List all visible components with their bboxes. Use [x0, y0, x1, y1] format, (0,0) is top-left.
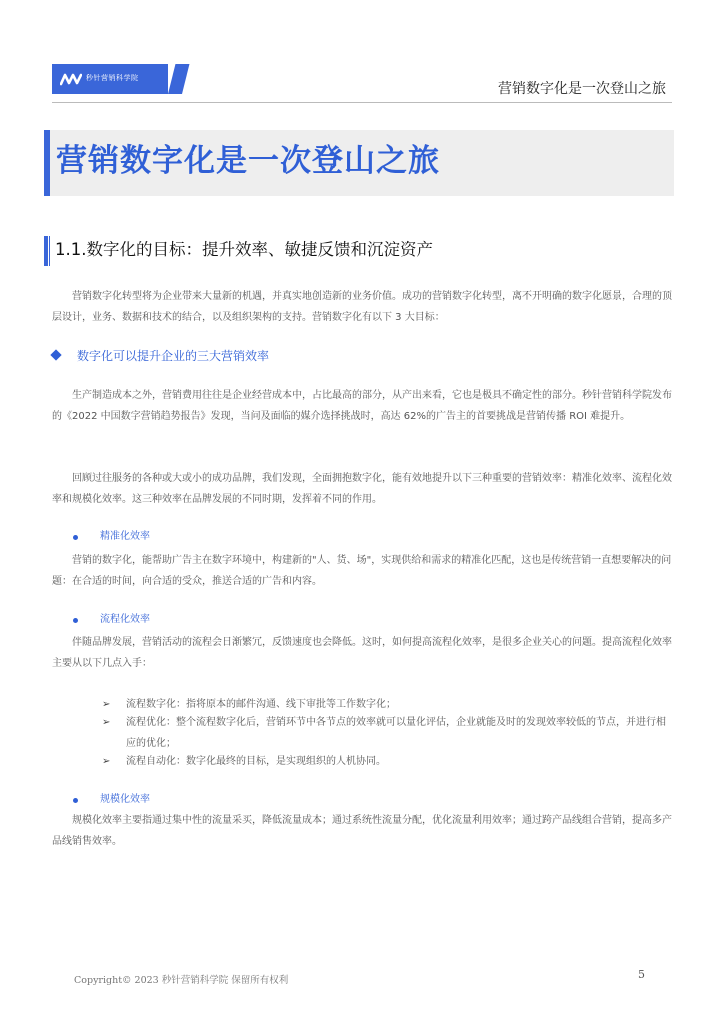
body-paragraph-1: 生产制造成本之外，营销费用往往是企业经营成本中，占比最高的部分，从产出来看，它也是极具不确定性的部分。秒针营销科学院发布的《2022 中国数字营销趋势报告》发现，当问及面临的媒介选择挑战时，高达 62%的广告主的首要挑战是营销传播 ROI 难提升。	[52, 390, 672, 422]
bullet-dot-icon	[73, 798, 78, 803]
subsection-heading: 数字化可以提升企业的三大营销效率	[77, 349, 270, 363]
running-title: 营销数字化是一次登山之旅	[498, 81, 666, 97]
page-number: 5	[638, 968, 645, 981]
logo-icon	[60, 71, 82, 87]
page-title: 营销数字化是一次登山之旅	[56, 143, 440, 179]
title-accent-bar	[44, 130, 50, 196]
logo-text: 秒针营销科学院	[86, 74, 139, 82]
header-divider	[52, 102, 672, 103]
diamond-bullet-icon	[50, 349, 61, 360]
list-item: 流程自动化：数字化最终的目标，是实现组织的人机协同。	[126, 756, 386, 767]
logo-banner	[52, 64, 168, 94]
arrow-bullet-icon: ➢	[102, 699, 111, 710]
arrow-bullet-icon: ➢	[102, 717, 111, 728]
intro-paragraph: 营销数字化转型将为企业带来大量新的机遇，并真实地创造新的业务价值。成功的营销数字化转型，离不开明确的数字化愿景，合理的顶层设计，业务、数据和技术的结合，以及组织架构的支持。营销数字化有以下 3 大目标：	[52, 291, 672, 323]
bullet-label-process: 流程化效率	[100, 614, 150, 625]
section-heading: 1.1.数字化的目标：提升效率、敏捷反馈和沉淀资产	[55, 240, 433, 259]
bullet-label-scale: 规模化效率	[100, 794, 150, 805]
arrow-bullet-icon: ➢	[102, 756, 111, 767]
body-paragraph-2: 回顾过往服务的各种或大或小的成功品牌，我们发现，全面拥抱数字化，能有效地提升以下三种重要的营销效率：精准化效率、流程化效率和规模化效率。这三种效率在品牌发展的不同时期，发挥着不同的作用。	[52, 473, 672, 505]
section-accent-bar	[44, 236, 48, 266]
bullet-dot-icon	[73, 535, 78, 540]
list-item: 流程优化：整个流程数字化后，营销环节中各节点的效率就可以量化评估，企业就能及时的发现效率较低的节点，并进行相应的优化；	[126, 717, 666, 749]
footer-copyright: Copyright© 2023 秒针营销科学院 保留所有权利	[74, 975, 289, 986]
section-accent-line	[49, 236, 50, 266]
logo-stripe	[168, 64, 189, 94]
bullet-text-process: 伴随品牌发展，营销活动的流程会日渐繁冗，反馈速度也会降低。这时，如何提高流程化效率，是很多企业关心的问题。提高流程化效率主要从以下几点入手：	[52, 637, 672, 669]
bullet-label-precision: 精准化效率	[100, 531, 150, 542]
bullet-dot-icon	[73, 618, 78, 623]
list-item: 流程数字化：指将原本的邮件沟通、线下审批等工作数字化；	[126, 699, 396, 710]
bullet-text-scale: 规模化效率主要指通过集中性的流量采买，降低流量成本；通过系统性流量分配，优化流量利用效率；通过跨产品线组合营销，提高多产品线销售效率。	[52, 815, 672, 847]
bullet-text-precision: 营销的数字化，能帮助广告主在数字环境中，构建新的"人、货、场"，实现供给和需求的精准化匹配，这也是传统营销一直想要解决的问题：在合适的时间，向合适的受众，推送合适的广告和内容。	[52, 555, 672, 587]
